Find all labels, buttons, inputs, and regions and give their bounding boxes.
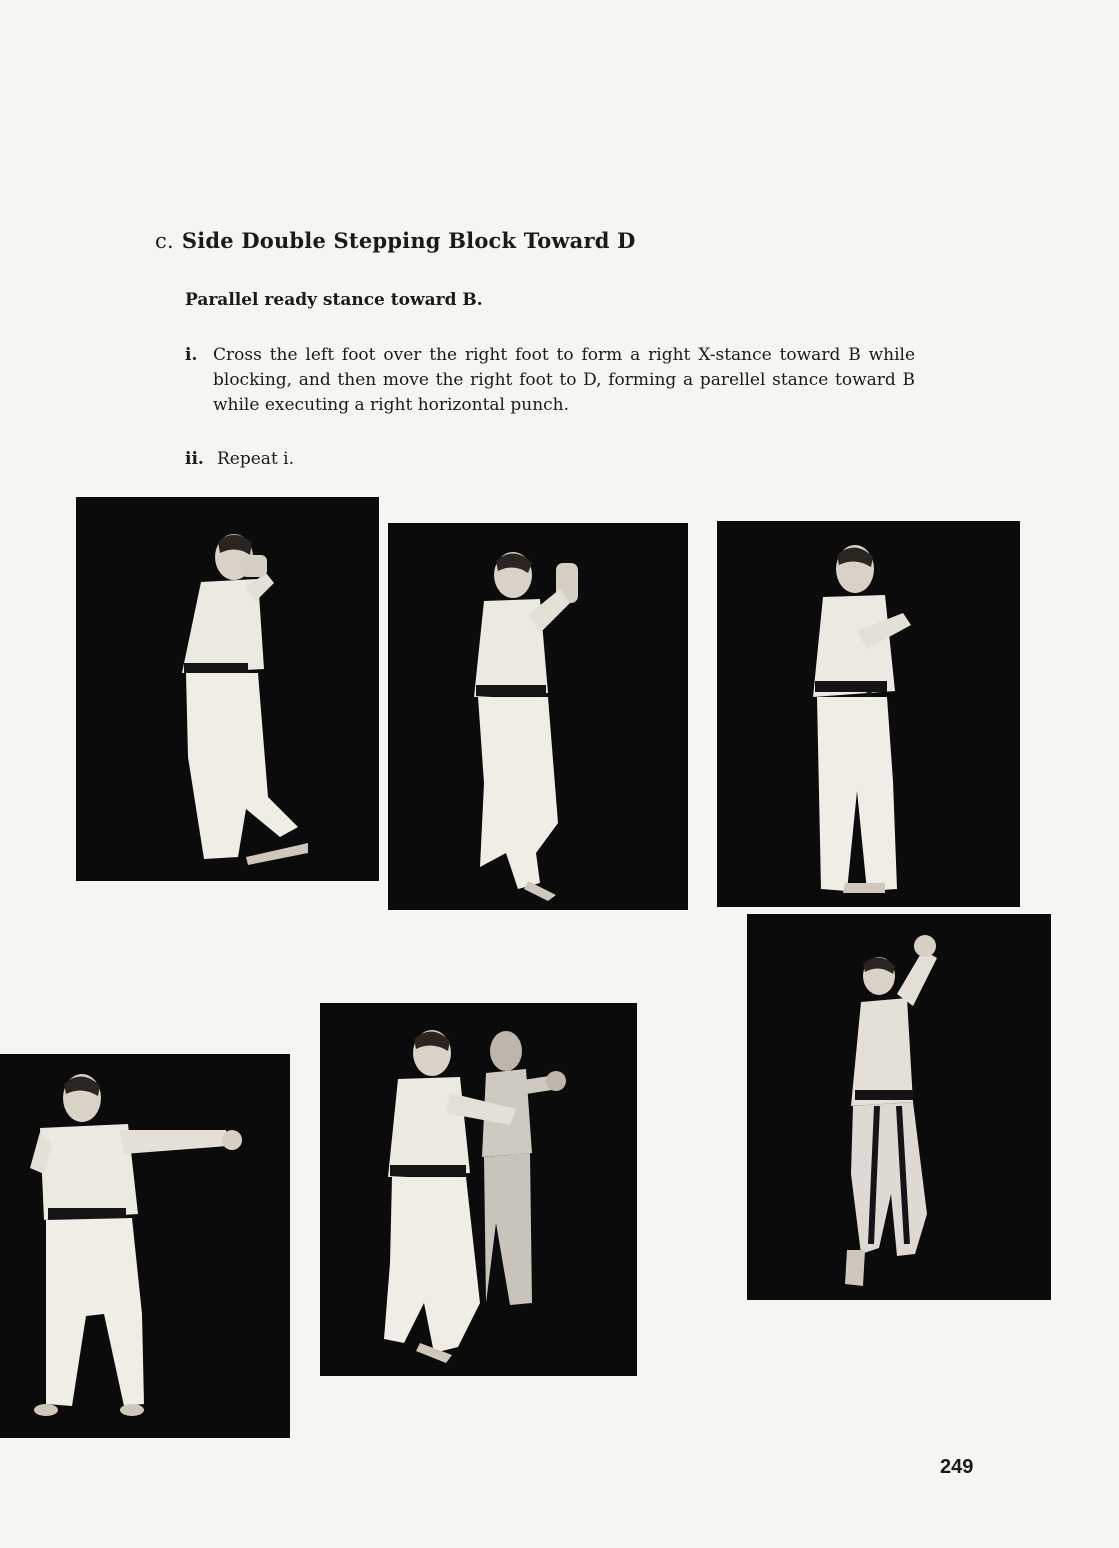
section-title: Side Double Stepping Block Toward D	[181, 228, 636, 253]
step-2-text: Repeat i.	[217, 449, 295, 469]
step-2-number: ii.	[185, 449, 204, 469]
ready-stance: Parallel ready stance toward B.	[185, 290, 483, 310]
page-number: 249	[940, 1456, 974, 1478]
photo-4-horizontal-punch	[0, 1054, 290, 1438]
photo-3-x-stance-block	[717, 521, 1020, 907]
section-letter: c.	[155, 229, 174, 253]
step-1-number: i.	[185, 345, 198, 365]
photo-6-rising-block	[747, 914, 1051, 1300]
photo-1-x-stance-side	[76, 497, 379, 881]
photo-5-double-exposure	[320, 1003, 637, 1376]
step-1-text: Cross the left foot over the right foot to form a right X-stance toward B while blocking, and then move the right foot to D, forming a parellel stance toward B while executing a right horizontal punch.	[213, 345, 915, 415]
photo-2-crossing-step	[388, 523, 688, 910]
section-heading	[155, 228, 636, 253]
step-1	[185, 343, 915, 418]
step-2	[185, 447, 915, 472]
